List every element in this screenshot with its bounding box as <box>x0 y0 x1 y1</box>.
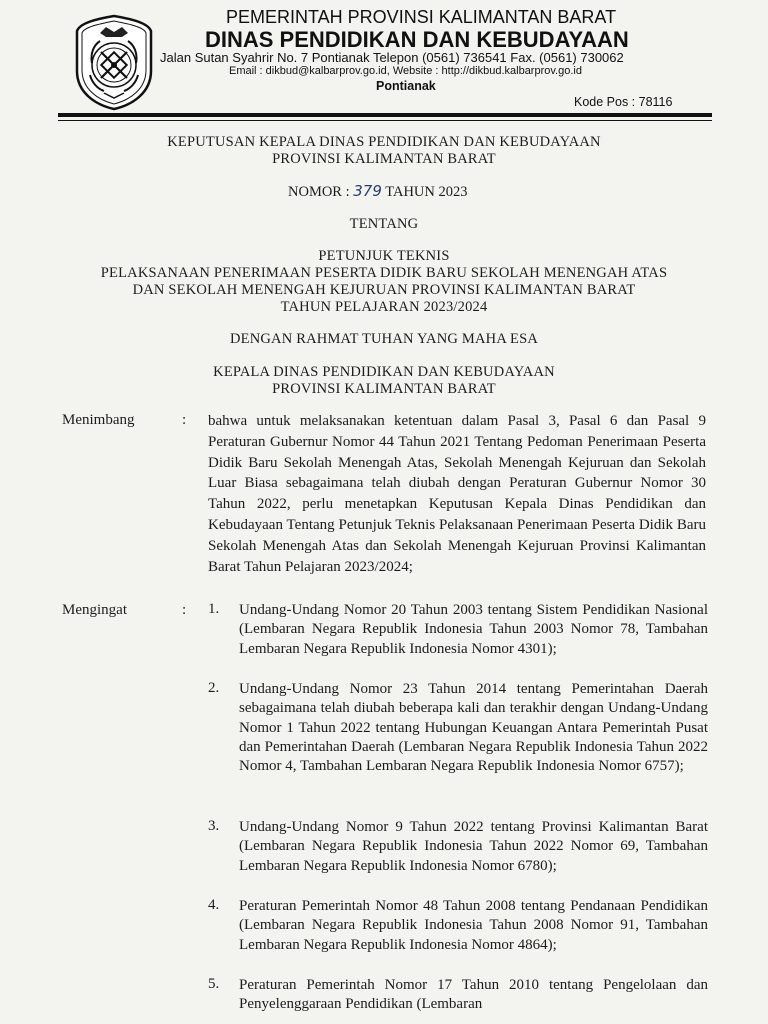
list-number: 1. <box>208 601 220 617</box>
list-number: 2. <box>208 680 220 696</box>
mengingat-colon: : <box>182 602 187 618</box>
decree-number-handwritten: 379 <box>353 182 382 200</box>
decree-number-year: TAHUN 2023 <box>385 184 468 200</box>
mengingat-item-1 <box>208 601 708 659</box>
letterhead-divider-thin <box>58 120 712 121</box>
menimbang-colon: : <box>182 412 187 428</box>
decree-subject-line3: DAN SEKOLAH MENENGAH KEJURUAN PROVINSI KALIMANTAN BARAT <box>132 282 636 298</box>
provincial-emblem-icon <box>74 13 154 111</box>
list-number: 5. <box>208 976 220 992</box>
decree-title-line2: PROVINSI KALIMANTAN BARAT <box>272 151 496 167</box>
menimbang-text: bahwa untuk melaksanakan ketentuan dalam Pasal 3, Pasal 6 dan Pasal 9 Peraturan Gubernur Nomor 44 Tahun 2021 Tentang Pedoman Penerimaan Peserta Didik Baru Sekolah Menengah Atas, Sekolah Menengah Kejuruan dan Sekolah Luar Biasa sebagaimana telah diubah dengan Peraturan Gubernur Nomor 30 Tahun 2022, perlu menetapkan Keputusan Kepala Dinas Pendidikan dan Kebudayaan Tentang Petunjuk Teknis Pelaksanaan Penerimaan Peserta Didik Baru Sekolah Menengah Atas dan Sekolah Menengah Kejuruan Provinsi Kalimantan Barat Tahun Pelajaran 2023/2024; <box>208 413 706 575</box>
list-text: Peraturan Pemerintah Nomor 48 Tahun 2008 tentang Pendanaan Pendidikan (Lembaran Negara Republik Indonesia Tahun 2008 Nomor 91, Tambahan Lembaran Negara Republik Indonesia Nomor 4864); <box>239 898 708 953</box>
mengingat-item-4 <box>208 897 708 955</box>
government-name: PEMERINTAH PROVINSI KALIMANTAN BARAT <box>226 7 617 27</box>
decree-subject-line1: PETUNJUK TEKNIS <box>318 248 450 264</box>
agency-contact: Email : dikbud@kalbarprov.go.id, Website : http://dikbud.kalbarprov.go.id <box>229 65 582 77</box>
mengingat-item-5 <box>208 976 708 1015</box>
decree-title-line1: KEPUTUSAN KEPALA DINAS PENDIDIKAN DAN KEBUDAYAAN <box>167 134 601 150</box>
decree-authority-line2: PROVINSI KALIMANTAN BARAT <box>272 381 496 397</box>
decree-authority-line1: KEPALA DINAS PENDIDIKAN DAN KEBUDAYAAN <box>213 364 555 380</box>
decree-number <box>288 182 468 201</box>
agency-city: Pontianak <box>376 79 436 93</box>
list-text: Undang-Undang Nomor 23 Tahun 2014 tentang Pemerintahan Daerah sebagaimana telah diubah beberapa kali dan terakhir dengan Undang-Undang Nomor 1 Tahun 2022 tentang Hubungan Keuangan Antara Pemerintah Pusat dan Pemerintahan Daerah (Lembaran Negara Republik Indonesia Tahun 2022 Nomor 4, Tambahan Lembaran Negara Republik Indonesia Nomor 6757); <box>239 681 708 775</box>
decree-subject-line2: PELAKSANAAN PENERIMAAN PESERTA DIDIK BARU SEKOLAH MENENGAH ATAS <box>100 265 668 281</box>
agency-address: Jalan Sutan Syahrir No. 7 Pontianak Telepon (0561) 736541 Fax. (0561) 730062 <box>160 50 624 65</box>
decree-subject-line4: TAHUN PELAJARAN 2023/2024 <box>280 299 488 315</box>
mengingat-item-3 <box>208 818 708 876</box>
decree-number-label: NOMOR : <box>288 184 350 200</box>
mengingat-label: Mengingat <box>62 602 127 618</box>
letterhead-divider-thick <box>58 113 712 117</box>
list-text: Undang-Undang Nomor 20 Tahun 2003 tentang Sistem Pendidikan Nasional (Lembaran Negara Republik Indonesia Tahun 2003 Nomor 78, Tambahan Lembaran Negara Republik Indonesia Nomor 4301); <box>239 602 708 657</box>
decree-about: TENTANG <box>349 216 419 232</box>
agency-name: DINAS PENDIDIKAN DAN KEBUDAYAAN <box>205 27 629 52</box>
list-text: Peraturan Pemerintah Nomor 17 Tahun 2010 tentang Pengelolaan dan Penyelenggaraan Pendidikan (Lembaran <box>239 977 708 1013</box>
list-number: 4. <box>208 897 220 913</box>
postal-code: Kode Pos : 78116 <box>574 95 673 109</box>
list-number: 3. <box>208 818 220 834</box>
list-text: Undang-Undang Nomor 9 Tahun 2022 tentang Provinsi Kalimantan Barat (Lembaran Negara Republik Indonesia Tahun 2022 Nomor 69, Tambahan Lembaran Negara Republik Indonesia Nomor 6780); <box>239 819 708 874</box>
decree-blessing: DENGAN RAHMAT TUHAN YANG MAHA ESA <box>229 331 539 347</box>
mengingat-item-2 <box>208 680 708 776</box>
menimbang-label: Menimbang <box>62 412 135 428</box>
